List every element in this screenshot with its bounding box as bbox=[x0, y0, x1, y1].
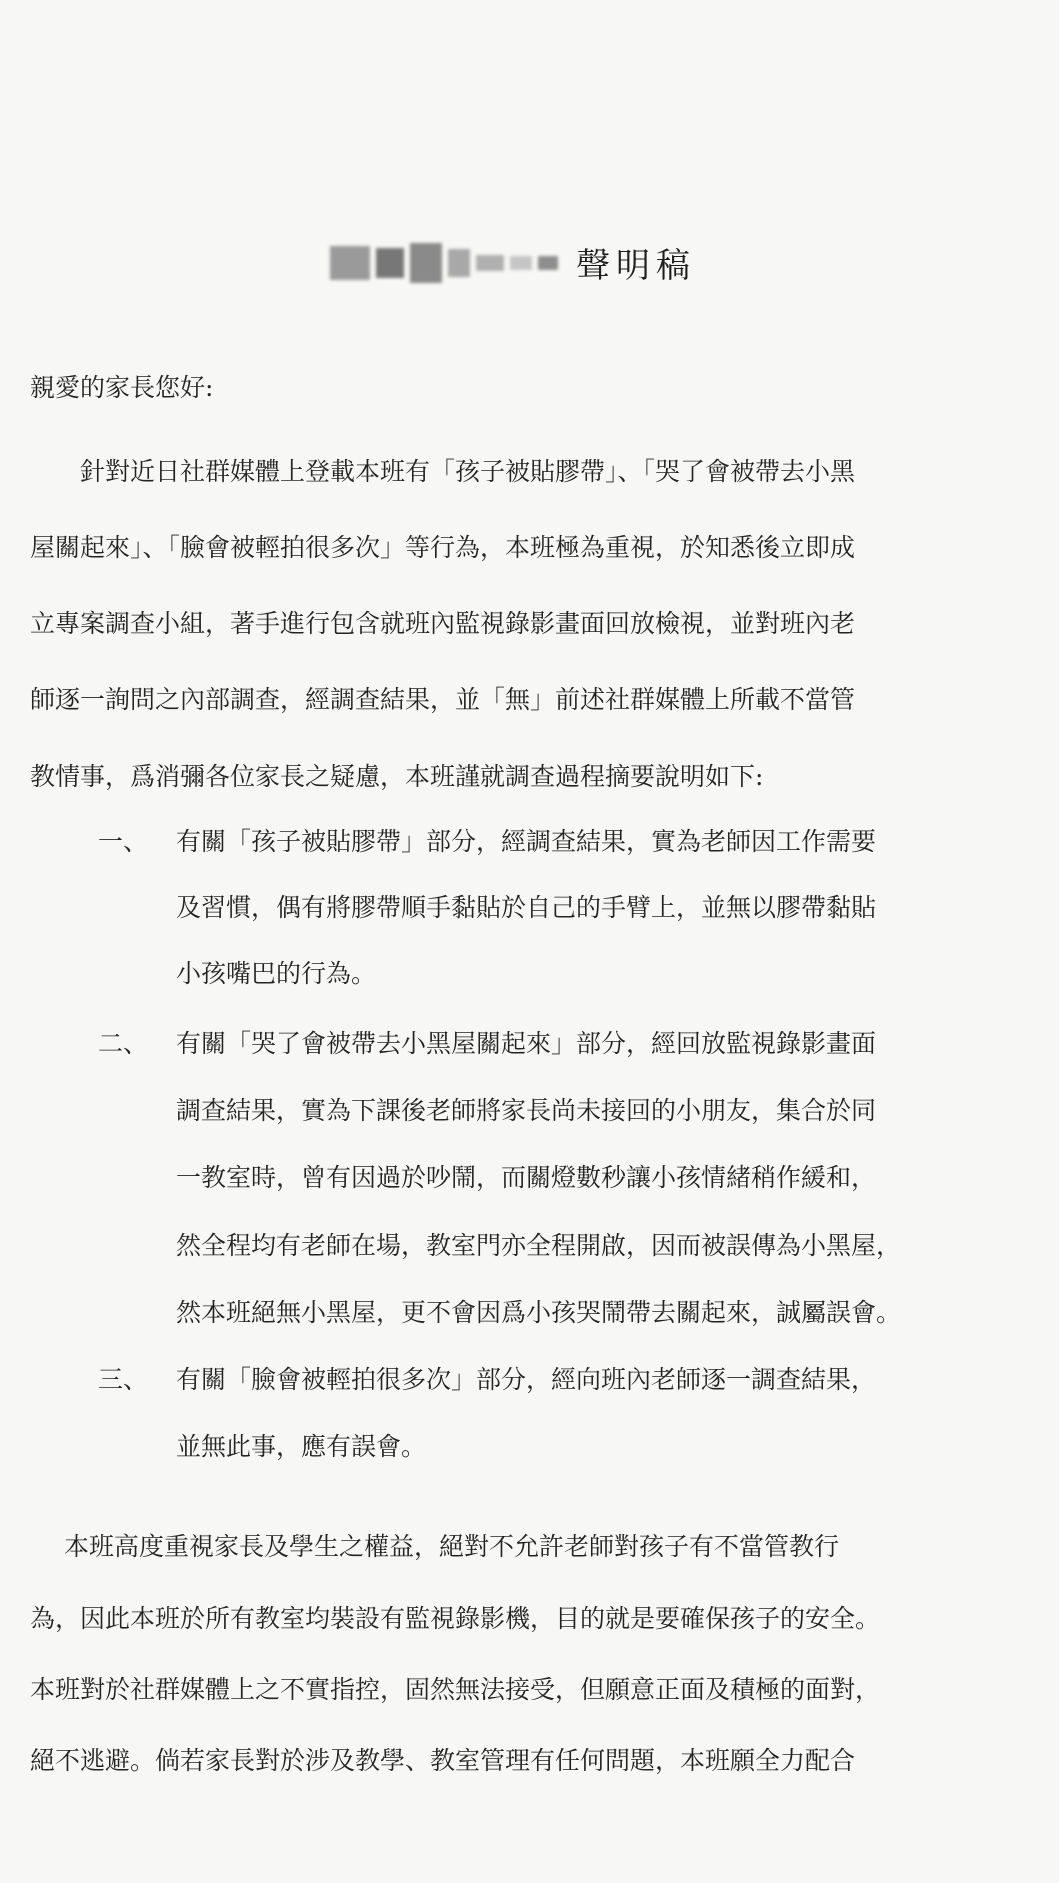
item-line: 一教室時，曾有因過於吵鬧，而關燈數秒讓小孩情緒稍作緩和， bbox=[176, 1163, 877, 1192]
item-line: 有關「哭了會被帶去小黑屋關起來」部分，經回放監視錄影畫面 bbox=[176, 1029, 877, 1058]
intro-line: 教情事，爲消彌各位家長之疑慮，本班謹就調查過程摘要說明如下: bbox=[30, 762, 764, 791]
item-line: 然本班絕無小黑屋，更不會因爲小孩哭鬧帶去關起來，誠屬誤會。 bbox=[176, 1298, 902, 1327]
closing-line: 絕不逃避。倘若家長對於涉及教學、教室管理有任何問題，本班願全力配合 bbox=[30, 1746, 856, 1775]
intro-line: 針對近日社群媒體上登載本班有「孩子被貼膠帶」、「哭了會被帶去小黑 bbox=[80, 457, 856, 486]
item-line: 調查結果，實為下課後老師將家長尚未接回的小朋友，集合於同 bbox=[176, 1096, 877, 1125]
item-number: 二、 bbox=[98, 1029, 149, 1058]
intro-line: 師逐一詢問之內部調查，經調查結果，並「無」前述社群媒體上所載不當管 bbox=[30, 685, 856, 714]
intro-line: 立專案調查小組，著手進行包含就班內監視錄影畫面回放檢視，並對班內老 bbox=[30, 609, 856, 638]
redacted-institution-name bbox=[330, 243, 558, 283]
item-number: 一、 bbox=[98, 827, 149, 856]
item-line: 及習慣，偶有將膠帶順手黏貼於自己的手臂上，並無以膠帶黏貼 bbox=[176, 893, 877, 922]
item-line: 小孩嘴巴的行為。 bbox=[176, 959, 377, 988]
item-line: 有關「孩子被貼膠帶」部分，經調查結果，實為老師因工作需要 bbox=[176, 827, 877, 856]
item-line: 有關「臉會被輕拍很多次」部分，經向班內老師逐一調查結果， bbox=[176, 1365, 877, 1394]
item-number: 三、 bbox=[98, 1365, 149, 1394]
closing-line: 本班高度重視家長及學生之權益，絕對不允許老師對孩子有不當管教行 bbox=[64, 1532, 840, 1561]
item-line: 並無此事，應有誤會。 bbox=[176, 1432, 427, 1461]
title-row bbox=[330, 238, 696, 287]
item-line: 然全程均有老師在場，教室門亦全程開啟，因而被誤傳為小黑屋， bbox=[176, 1231, 902, 1260]
intro-line: 屋關起來」、「臉會被輕拍很多次」等行為，本班極為重視，於知悉後立即成 bbox=[30, 533, 856, 562]
closing-line: 本班對於社群媒體上之不實指控，固然無法接受，但願意正面及積極的面對， bbox=[30, 1675, 881, 1704]
closing-line: 為，因此本班於所有教室均裝設有監視錄影機，目的就是要確保孩子的安全。 bbox=[30, 1604, 881, 1633]
greeting: 親愛的家長您好: bbox=[30, 373, 214, 402]
document-title: 聲明稿 bbox=[576, 246, 696, 286]
